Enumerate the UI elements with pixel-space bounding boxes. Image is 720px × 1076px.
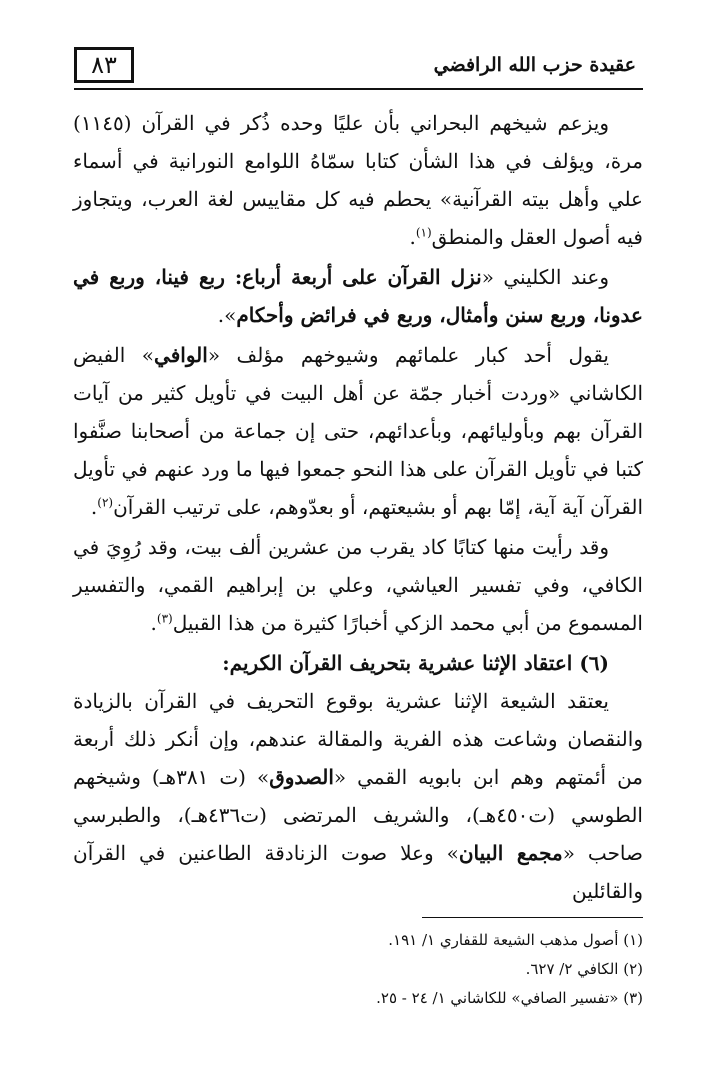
footnote-2: (٢) الكافي ٢/ ٦٢٧. bbox=[525, 960, 643, 978]
paragraph-3: يقول أحد كبار علمائهم وشيوخهم مؤلف «الوافي» الفيض الكاشاني «وردت أخبار جمّة عن أهل البيت في تأويل كثير من آيات القرآن بهم وبأوليائهم، وبأعدائهم، حتى إن جماعة من أصحابنا صنَّفوا كتبا في تأويل القرآن على هذا النحو جمعوا فيها ما ورد عنهم في تأويل القرآن آية آية، إمّا بهم أو بشيعتهم، أو بعدّوهم، على ترتيب القرآن$^{(٢)}$. bbox=[73, 343, 643, 519]
footnote-3: (٣) «تفسير الصافي» للكاشاني ١/ ٢٤ - ٢٥. bbox=[376, 989, 643, 1007]
body-text bbox=[73, 104, 643, 912]
running-title: عقيدة حزب الله الرافضي bbox=[433, 54, 636, 76]
footnote-ref-1[interactable]: (١) bbox=[415, 225, 432, 240]
footnote-divider bbox=[422, 917, 643, 918]
paragraph-4: وقد رأيت منها كتابًا كاد يقرب من عشرين ألف بيت، وقد رُوِيَ في الكافي، وفي تفسير العياشي، وعلي بن إبراهيم القمي، والتفسير المسموع من أبي محمد الزكي أخبارًا كثيرة من هذا القبيل$^{(٣)}$. bbox=[73, 535, 643, 635]
paragraph-1: ويزعم شيخهم البحراني بأن عليًا وحده ذُكر في القرآن (١١٤٥) مرة، ويؤلف في هذا الشأن كتابا سمّاهُ اللوامع النورانية في أسماء علي وأهل بيته القرآنية» يحطم فيه كل مقاييس لغة العرب، ويتجاوز فيه أصول العقل والمنطق$^{(١)}$. bbox=[73, 111, 643, 249]
book-title-majma-albayan: مجمع البيان bbox=[458, 841, 563, 865]
book-title-alwafi: الوافي bbox=[154, 343, 208, 367]
footnote-1: (١) أصول مذهب الشيعة للقفاري ١/ ١٩١. bbox=[388, 931, 643, 949]
section-heading: (٦) اعتقاد الإثنا عشرية بتحريف القرآن الكريم: bbox=[222, 651, 609, 675]
footnote-ref-3[interactable]: (٣) bbox=[156, 611, 173, 626]
title-alsaduq: الصدوق bbox=[269, 765, 334, 789]
paragraph-5: يعتقد الشيعة الإثنا عشرية بوقوع التحريف في القرآن بالزيادة والنقصان وشاعت هذه الفرية والمقالة عندهم، وإن أنكر ذلك أربعة من أئمتهم وهم ابن بابويه القمي «الصدوق» (ت ٣٨١هـ) وشيخهم الطوسي (ت٤٥٠هـ)، والشريف المرتضى (ت٤٣٦هـ)، والطبرسي صاحب «مجمع البيان» وعلا صوت الزنادقة الطاعنين في القرآن والقائلين bbox=[73, 689, 644, 903]
header-divider bbox=[74, 88, 643, 90]
page-number: ٨٣ bbox=[74, 47, 134, 83]
footnote-ref-2[interactable]: (٢) bbox=[97, 495, 114, 510]
quoted-hadith: نزل القرآن على أربعة أرباع: ربع فينا، وربع في عدونا، وربع سنن وأمثال، وربع في فرائض وأحكام bbox=[73, 265, 643, 327]
footnotes bbox=[83, 926, 643, 1013]
paragraph-2: وعند الكليني «نزل القرآن على أربعة أرباع: ربع فينا، وربع في عدونا، وربع سنن وأمثال، وربع في فرائض وأحكام». bbox=[73, 265, 643, 327]
